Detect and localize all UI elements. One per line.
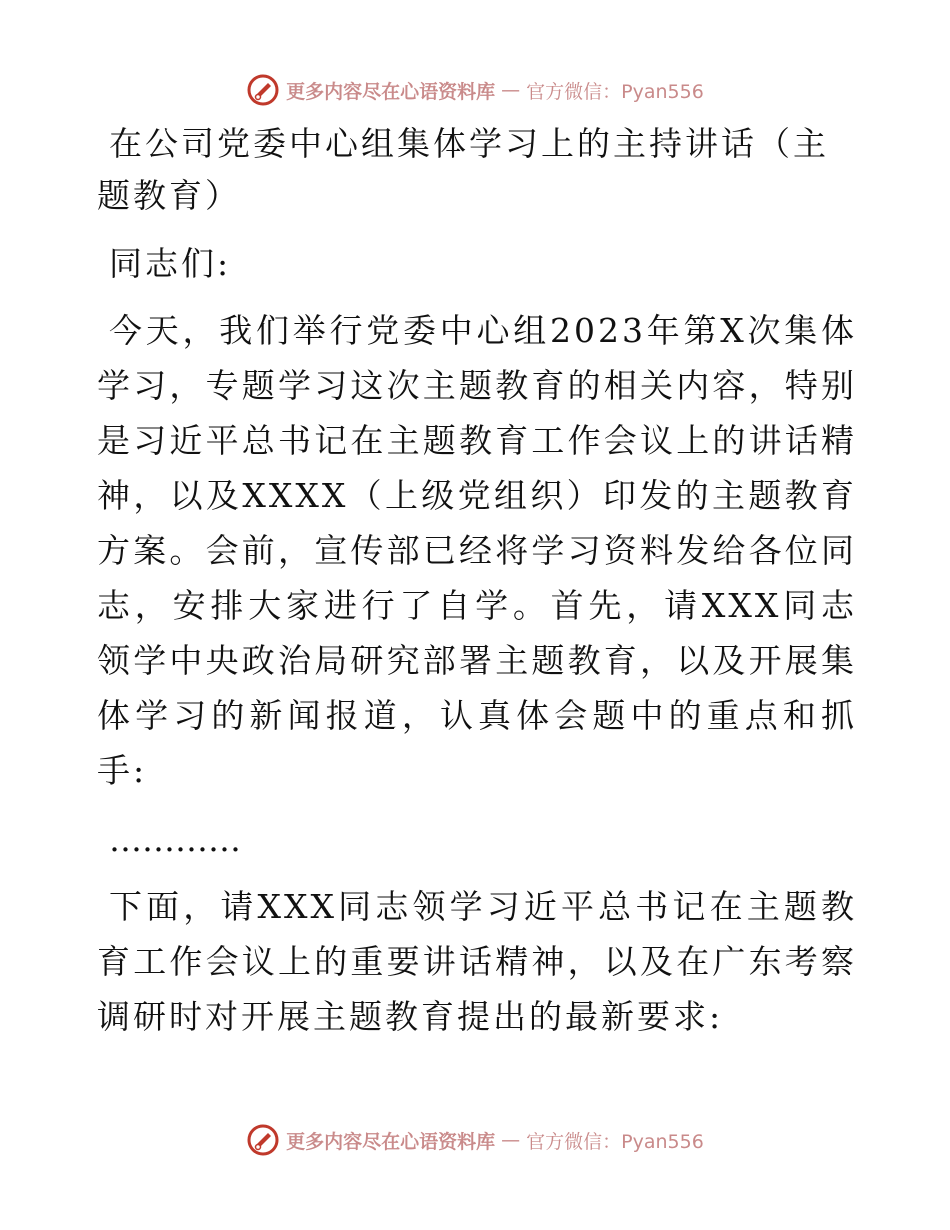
watermark-wechat-text: 官方微信：Pyan556 bbox=[526, 1130, 704, 1153]
red-circle-logo-icon bbox=[246, 73, 280, 107]
watermark-wechat-text: 官方微信：Pyan556 bbox=[526, 80, 704, 103]
header-watermark bbox=[0, 70, 950, 110]
document-body bbox=[97, 118, 857, 1044]
ellipsis-line: ………… bbox=[109, 820, 241, 859]
watermark-separator: — bbox=[501, 1129, 521, 1151]
paragraph-opening: 今天，我们举行党委中心组2023年第X次集体学习，专题学习这次主题教育的相关内容，特别是习近平总书记在主题教育工作会议上的讲话精神，以及XXXX（上级党组织）印发的主题教育方案。会前，宣传部已经将学习资料发给各位同志，安排大家进行了自学。首先，请XXX同志领学中央政治局研究部署主题教育，以及开展集体学习的新闻报道，认真体会题中的重点和抓手: bbox=[97, 311, 857, 790]
red-circle-logo-icon bbox=[246, 1123, 280, 1157]
salutation: 同志们: bbox=[109, 244, 232, 283]
document-title: 在公司党委中心组集体学习上的主持讲话（主题教育） bbox=[97, 124, 829, 215]
watermark-separator: — bbox=[501, 79, 521, 101]
paragraph-next: 下面，请XXX同志领学习近平总书记在主题教育工作会议上的重要讲话精神，以及在广东考察调研时对开展主题教育提出的最新要求: bbox=[97, 887, 857, 1036]
watermark-main-text: 更多内容尽在心语资料库 bbox=[286, 80, 496, 103]
footer-watermark bbox=[0, 1120, 950, 1160]
watermark-main-text: 更多内容尽在心语资料库 bbox=[286, 1130, 496, 1153]
